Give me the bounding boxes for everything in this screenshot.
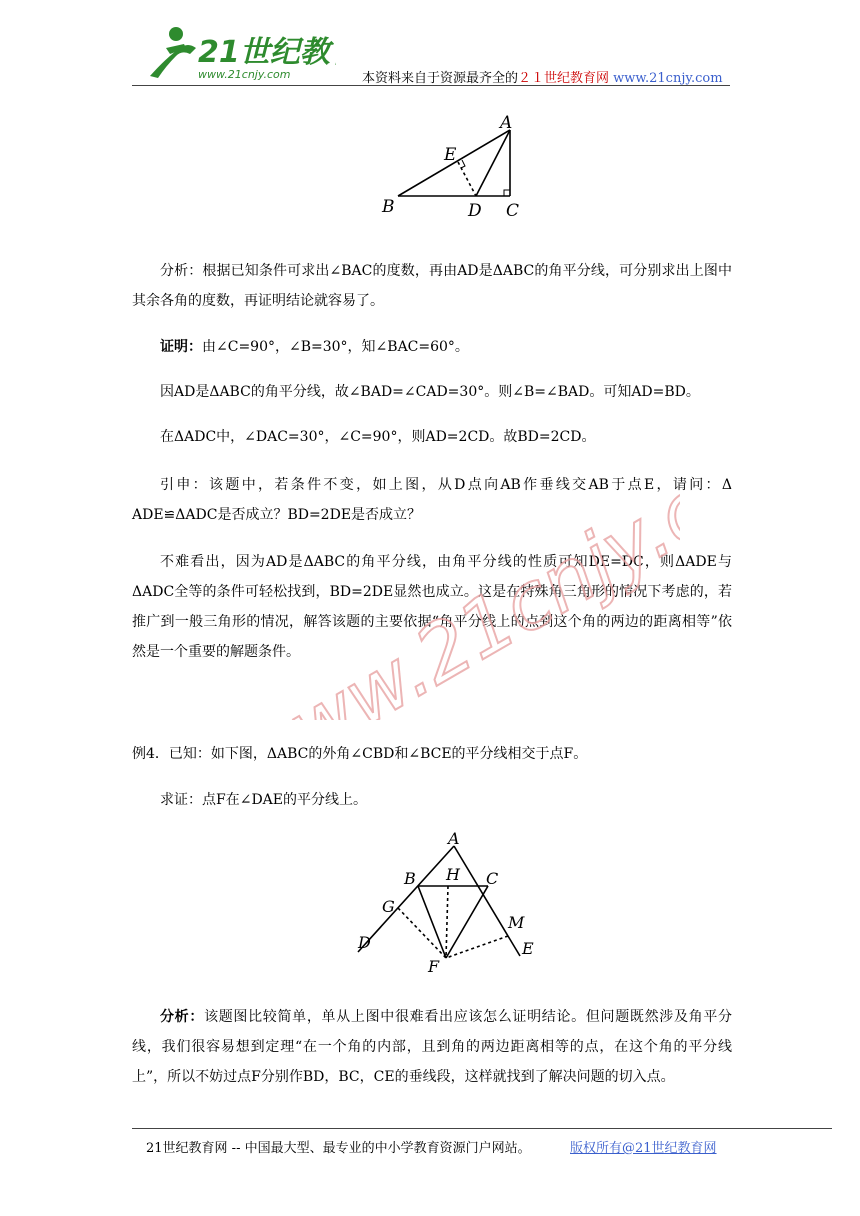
logo-url: www.21cnjy.com (198, 68, 291, 81)
watermark-text: www.21cnjy.com (217, 440, 680, 720)
header-source-prefix: 本资料来自于资源最齐全的 (362, 71, 519, 86)
label-d: D (468, 201, 482, 221)
label-f: F (428, 957, 440, 976)
proof-text-1: 由∠C=90°，∠B=30°，知∠BAC=60°。 (202, 339, 469, 355)
figure-right-triangle (376, 112, 526, 222)
proof-label: 证明： (160, 339, 202, 355)
discussion-paragraph: 不难看出，因为AD是ΔABC的角平分线，由角平分线的性质可知DE=DC，则ΔADE与ΔADC全等的条件可轻松找到，BD=2DE显然也成立。这是在特殊角三角形的情况下考虑的，若推广到一般三角形的情况，解答该题的主要依据“角平分线上的点到这个角的两边的距离相等”依然是一个重要的解题条件。 (132, 554, 732, 660)
analysis-paragraph-2 (132, 1002, 732, 1092)
proof-line-2: 因AD是ΔABC的角平分线，故∠BAD=∠CAD=30°。则∠B=∠BAD。可知AD=BD。 (160, 384, 700, 400)
label-b: B (404, 869, 416, 888)
label-h: H (446, 865, 460, 884)
segment-de-dashed (458, 162, 476, 196)
label-a: A (500, 113, 513, 133)
analysis-2-text: 该题图比较简单，单从上图中很难看出应该怎么证明结论。但问题既然涉及角平分线，我们很容易想到定理“在一个角的内部，且到角的两边距离相等的点，在这个角的平分线上”，所以不妨过点F分别作BD，BC，CE的垂线段，这样就找到了解决问题的切入点。 (132, 1009, 733, 1085)
label-a: A (448, 832, 460, 848)
label-m: M (508, 913, 525, 932)
ray-ae (454, 846, 520, 956)
prove-statement: 求证：点F在∠DAE的平分线上。 (160, 792, 367, 808)
logo-graphic (136, 18, 336, 88)
header-source-site[interactable]: ２１世纪教育网 (518, 71, 610, 86)
segment-cf (446, 886, 488, 958)
label-b: B (382, 197, 395, 217)
segment-mf-dashed (446, 936, 508, 958)
label-c: C (506, 201, 520, 221)
analysis-paragraph-1: 分析：根据已知条件可求出∠BAC的度数，再由AD是ΔABC的角平分线，可分别求出上图中其余各角的度数，再证明结论就容易了。 (132, 263, 732, 309)
logo-title: 21世纪教 (198, 35, 330, 70)
label-e: E (522, 939, 534, 958)
footer-divider (132, 1128, 832, 1129)
proof-line-1 (160, 336, 469, 356)
header-source-url[interactable]: www.21cnjy.com (613, 71, 723, 86)
segment-hf-dashed (446, 886, 448, 958)
label-d: D (358, 933, 371, 952)
analysis-2-label: 分析： (160, 1009, 205, 1025)
ray-ad (358, 846, 454, 952)
header-divider (132, 85, 730, 86)
label-e: E (444, 145, 457, 165)
logo-runner-head (169, 27, 183, 41)
footer-description: 21世纪教育网 -- 中国最大型、最专业的中小学教育资源门户网站。 (146, 1141, 531, 1156)
footer-copyright-link[interactable]: 版权所有@21世纪教育网 (570, 1141, 717, 1156)
figure-angle-bisectors (352, 832, 542, 980)
right-angle-mark-e (461, 160, 465, 168)
label-g: G (382, 897, 395, 916)
proof-line-3: 在ΔADC中，∠DAC=30°，∠C=90°，则AD=2CD。故BD=2CD。 (160, 429, 596, 445)
header-source (362, 67, 723, 86)
extension-paragraph: 引申：该题中，若条件不变，如上图，从D点向AB作垂线交AB于点E，请问：Δ ADE≌ΔADC是否成立？BD=2DE是否成立？ (132, 477, 732, 523)
segment-bf (418, 886, 446, 958)
site-logo (136, 18, 336, 88)
label-c: C (486, 869, 499, 888)
example-4-statement: 例4．已知：如下图，ΔABC的外角∠CBD和∠BCE的平分线相交于点F。 (132, 746, 588, 762)
right-angle-mark-c (504, 190, 510, 196)
segment-gf-dashed (398, 908, 446, 958)
